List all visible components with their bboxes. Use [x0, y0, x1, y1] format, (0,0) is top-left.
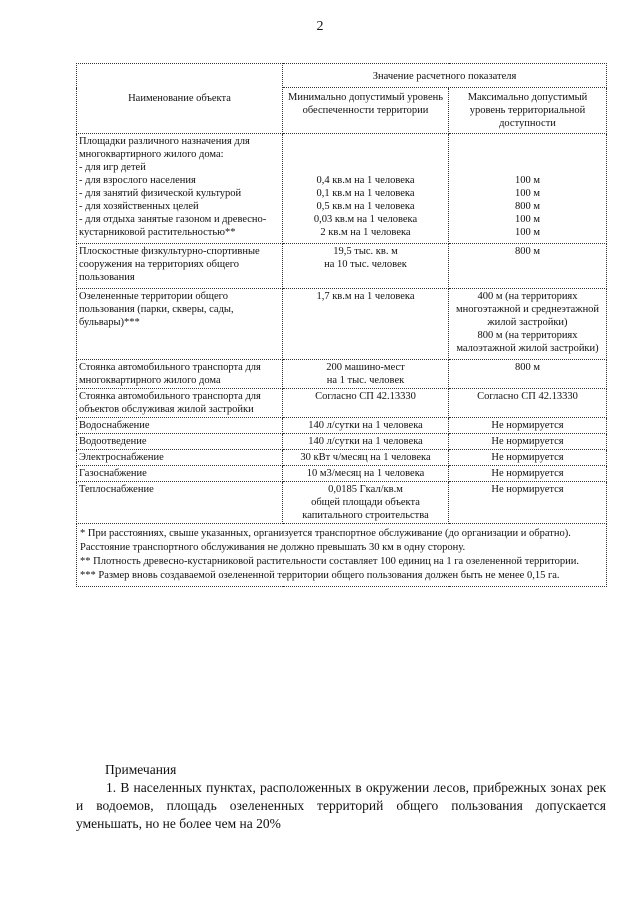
- min-value-cell: [283, 466, 449, 482]
- max-value-cell: [449, 360, 607, 389]
- cell-line: Плоскостные физкультурно-спортивные сооружения на территориях общего пользования: [79, 246, 260, 283]
- cell-line: 0,5 кв.м на 1 человека: [316, 201, 415, 212]
- cell-line: - для взрослого населения: [79, 175, 196, 186]
- notes-title: Примечания: [105, 762, 177, 777]
- cell-line: 100 м: [514, 188, 541, 199]
- cell-line: 100 м: [514, 214, 541, 225]
- table-row: [77, 389, 607, 418]
- table-row: [77, 482, 607, 524]
- max-value-cell: [449, 466, 607, 482]
- footnote: ** Плотность древесно-кустарниковой растительности составляет 100 единиц на 1 га озелененной территории.: [80, 556, 579, 567]
- object-name-cell: [77, 389, 283, 418]
- cell-line: Согласно СП 42.13330: [315, 391, 416, 402]
- min-value-cell: [283, 289, 449, 360]
- cell-line: [451, 135, 604, 148]
- cell-line: 800 м (на территориях малоэтажной жилой застройки): [456, 330, 599, 354]
- cell-line: Стоянка автомобильного транспорта для объектов обслуживая жилой застройки: [79, 391, 261, 415]
- object-name-cell: [77, 244, 283, 289]
- cell-line: - для занятий физической культурой: [79, 188, 242, 199]
- min-value-cell: [283, 418, 449, 434]
- max-value-cell: [449, 434, 607, 450]
- cell-line: на 1 тыс. человек: [326, 375, 405, 386]
- note-item: 1. В населенных пунктах, расположенных в окружении лесов, прибрежных зонах рек и водоемов, площадь озелененных территорий общего пользования допускается уменьшать, но не более чем на 20%: [76, 780, 606, 831]
- cell-line: Не нормируется: [491, 436, 564, 447]
- header-value-group: Значение расчетного показателя: [283, 64, 607, 88]
- table-row: [77, 289, 607, 360]
- cell-line: Не нормируется: [491, 468, 564, 479]
- cell-line: [451, 148, 604, 161]
- min-value-cell: [283, 360, 449, 389]
- cell-line: 800 м: [514, 362, 541, 373]
- cell-line: - для отдыха занятые газоном и древесно-кустарниковой растительностью**: [79, 214, 267, 238]
- table-row: [77, 244, 607, 289]
- cell-line: Не нормируется: [491, 420, 564, 431]
- cell-line: 100 м: [514, 175, 541, 186]
- min-value-cell: [283, 434, 449, 450]
- cell-line: 1,7 кв.м на 1 человека: [316, 291, 415, 302]
- cell-line: Водоотведение: [79, 436, 147, 447]
- standards-table: [76, 63, 607, 587]
- min-value-cell: [283, 482, 449, 524]
- min-value-cell: [283, 389, 449, 418]
- max-value-cell: [449, 418, 607, 434]
- table-row: [77, 360, 607, 389]
- object-name-cell: [77, 450, 283, 466]
- object-name-cell: [77, 134, 283, 244]
- cell-line: 140 л/сутки на 1 человека: [308, 420, 423, 431]
- cell-line: Электроснабжение: [79, 452, 164, 463]
- object-name-cell: [77, 466, 283, 482]
- object-name-cell: [77, 360, 283, 389]
- cell-line: - для игр детей: [79, 162, 146, 173]
- table-row: [77, 466, 607, 482]
- header-object-name: Наименование объекта: [77, 64, 283, 134]
- max-value-cell: [449, 482, 607, 524]
- footnote: *** Размер вновь создаваемой озелененной территории общего пользования должен быть не менее 0,15 га.: [80, 570, 560, 581]
- min-value-cell: [283, 450, 449, 466]
- object-name-cell: [77, 434, 283, 450]
- cell-line: 19,5 тыс. кв. м: [333, 246, 398, 257]
- cell-line: 800 м: [514, 201, 541, 212]
- min-value-cell: [283, 134, 449, 244]
- cell-line: Стоянка автомобильного транспорта для многоквартирного жилого дома: [79, 362, 261, 386]
- max-value-cell: [449, 244, 607, 289]
- cell-line: 100 м: [514, 227, 541, 238]
- table-row: [77, 434, 607, 450]
- cell-line: [285, 161, 446, 174]
- max-value-cell: [449, 134, 607, 244]
- cell-line: 800 м: [514, 246, 541, 257]
- cell-line: 10 м3/месяц на 1 человека: [306, 468, 425, 479]
- cell-line: на 10 тыс. человек: [324, 259, 407, 270]
- cell-line: 2 кв.м на 1 человека: [320, 227, 411, 238]
- cell-line: 200 машино-мест: [326, 362, 405, 373]
- cell-line: 0,1 кв.м на 1 человека: [316, 188, 415, 199]
- cell-line: 30 кВт ч/месяц на 1 человека: [300, 452, 431, 463]
- cell-line: 140 л/сутки на 1 человека: [308, 436, 423, 447]
- cell-line: Не нормируется: [491, 484, 564, 495]
- cell-line: Теплоснабжение: [79, 484, 154, 495]
- cell-line: [285, 135, 446, 148]
- footnotes: [77, 524, 607, 587]
- header-min-level: Минимально допустимый уровень обеспеченности территории: [283, 88, 449, 134]
- cell-line: - для хозяйственных целей: [79, 201, 199, 212]
- cell-line: 400 м (на территориях многоэтажной и среднеэтажной жилой застройки): [455, 291, 600, 328]
- cell-line: капитального строительства: [302, 510, 429, 521]
- cell-line: общей площади объекта: [311, 497, 420, 508]
- cell-line: Не нормируется: [491, 452, 564, 463]
- table-row: [77, 418, 607, 434]
- cell-line: 0,0185 Гкал/кв.м: [328, 484, 403, 495]
- cell-line: 0,03 кв.м на 1 человека: [313, 214, 418, 225]
- min-value-cell: [283, 244, 449, 289]
- cell-line: Озелененные территории общего пользования (парки, скверы, сады, бульвары)***: [79, 291, 234, 328]
- cell-line: Площадки различного назначения для многоквартирного жилого дома:: [79, 136, 250, 160]
- footnote: * При расстояниях, свыше указанных, организуется транспортное обслуживание (до организации и обратно). Расстояние транспортного обслуживания не должно превышать 30 км в одну сторону.: [80, 528, 571, 553]
- table-row: [77, 134, 607, 244]
- cell-line: Согласно СП 42.13330: [477, 391, 578, 402]
- cell-line: Газоснабжение: [79, 468, 147, 479]
- object-name-cell: [77, 289, 283, 360]
- cell-line: Водоснабжение: [79, 420, 150, 431]
- cell-line: [285, 148, 446, 161]
- header-max-level: Максимально допустимый уровень территориальной доступности: [449, 88, 607, 134]
- object-name-cell: [77, 482, 283, 524]
- cell-line: 0,4 кв.м на 1 человека: [316, 175, 415, 186]
- cell-line: [451, 161, 604, 174]
- object-name-cell: [77, 418, 283, 434]
- page-number: 2: [316, 19, 324, 34]
- table-row: [77, 450, 607, 466]
- max-value-cell: [449, 289, 607, 360]
- max-value-cell: [449, 450, 607, 466]
- max-value-cell: [449, 389, 607, 418]
